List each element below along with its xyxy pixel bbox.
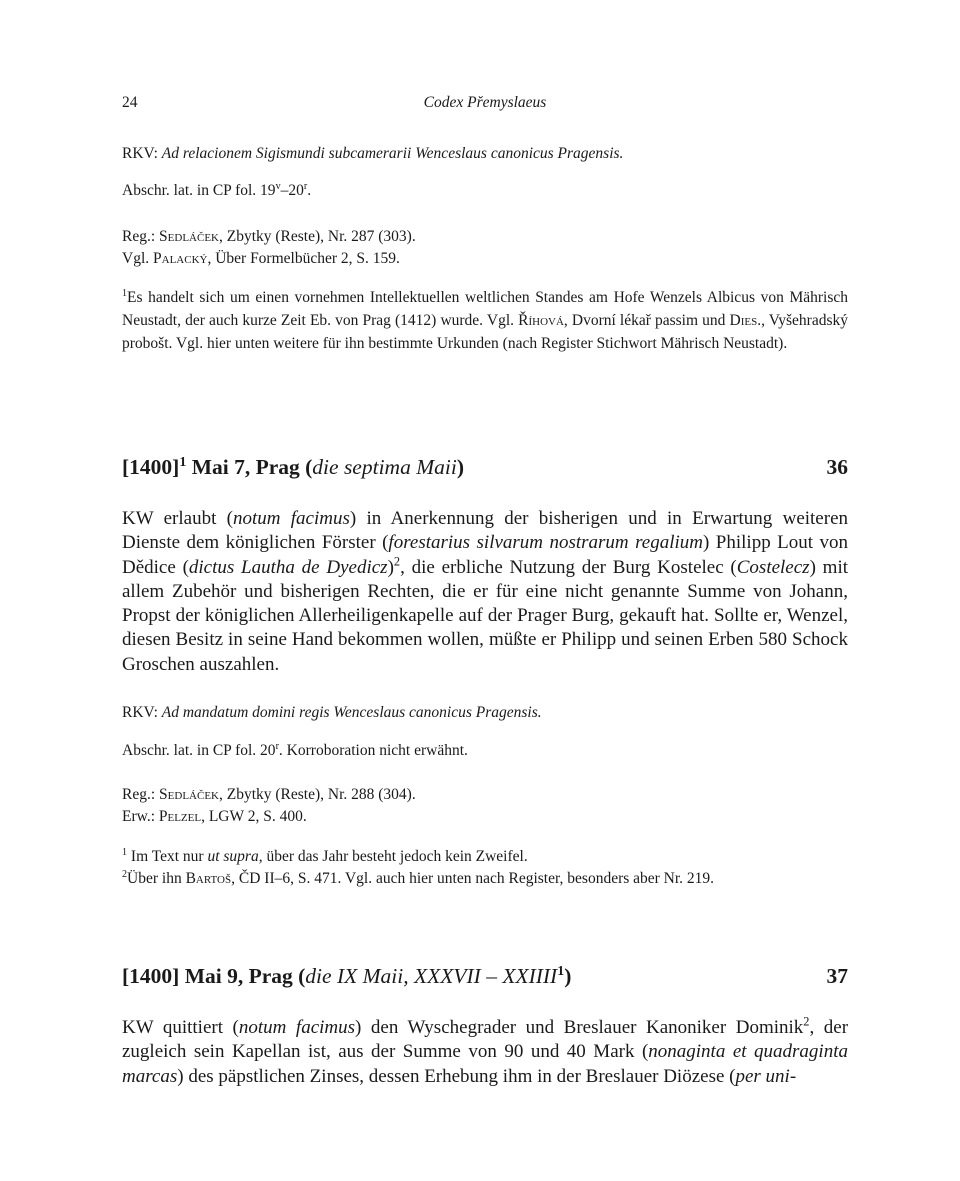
document-37-number: 37 xyxy=(826,964,848,988)
rkv-note-36 xyxy=(122,702,848,724)
doc36-body-1: KW erlaubt ( xyxy=(122,508,233,529)
footnote-prev xyxy=(122,286,848,355)
doc37-title-a: [1400] Mai 9, Prag ( xyxy=(122,964,306,988)
document-36-number: 36 xyxy=(826,455,848,479)
prev-fn-author2: Dies. xyxy=(729,312,762,329)
doc36-body-4: ) xyxy=(387,556,394,578)
doc36-fn2-a: Über ihn xyxy=(127,870,186,887)
document-37-date xyxy=(122,964,571,988)
doc36-body-2: ) in Anerkennung der bisherigen und in Erwartung weiteren Dienste dem königlichen Förster ( xyxy=(122,508,848,554)
doc37-body-4: ) des päpstlichen Zinses, dessen Erhebung ihm in der Breslauer Diözese ( xyxy=(177,1065,736,1087)
doc36-body-it2: forestarius silvarum nostrarum regalium xyxy=(388,532,704,554)
doc37-body-sup: 2 xyxy=(803,1014,810,1029)
doc36-reg-b: , Zbytky (Reste), Nr. 288 (304). xyxy=(218,786,416,803)
abschr-note-prev xyxy=(122,180,848,202)
doc37-body-3: , der zugleich sein Kapellan ist, aus der Summe von 90 und 40 Mark ( xyxy=(122,1017,849,1063)
prev-abschr-sup1: v xyxy=(275,180,281,192)
prev-vgl-b: , Über Formelbücher 2, S. 159. xyxy=(207,250,400,267)
doc36-title-sup: 1 xyxy=(179,454,187,470)
reg-line xyxy=(122,784,848,806)
doc36-body-it4: Costelecz xyxy=(736,556,810,578)
footnote-1 xyxy=(122,846,848,868)
doc36-abschr-sup: r xyxy=(275,740,279,752)
doc36-fn1-a: Im Text nur xyxy=(127,848,208,865)
doc36-body-6: ) mit allem Zubehör und bisherigen Rechten, die er für eine nicht genannte Summe von Johann, Propst der königlichen Allerheiligenkapelle auf der Prager Burg, gekauft hat. Sollte er, Wenzel, diesen Besitz in seine Hand bekommen wollen, müßte er Philipp und seinen Erben 580 Schock Groschen auszahlen. xyxy=(122,556,849,675)
doc36-body-it3: dictus Lautha de Dyedicz xyxy=(188,556,388,578)
doc37-body-it3: per uni- xyxy=(735,1065,797,1087)
document-37-regest xyxy=(122,1016,848,1089)
doc36-body-it1: notum facimus xyxy=(232,508,350,529)
rkv-note-prev xyxy=(122,143,848,165)
doc36-abschr-b: . Korroboration nicht erwähnt. xyxy=(278,742,468,759)
doc36-reg-a: Reg.: xyxy=(122,786,160,803)
doc37-body-2: ) den Wyschegrader und Breslauer Kanoniker Dominik xyxy=(355,1017,804,1038)
doc36-rkv-prefix: RKV: xyxy=(122,704,162,721)
doc36-fn2-b: , ČD II–6, S. 471. Vgl. auch hier unten nach Register, besonders aber Nr. 219. xyxy=(231,870,715,887)
prev-fn-c: , Vyšehradský probošt. Vgl. hier unten weitere für ihn bestimmte Urkunden (nach Register Stichwort Mährisch Neustadt). xyxy=(122,312,849,352)
prev-reg-b: , Zbytky (Reste), Nr. 287 (303). xyxy=(218,228,416,245)
page-number: 24 xyxy=(122,94,138,111)
page-header xyxy=(122,94,848,118)
document-36-regest xyxy=(122,507,848,677)
doc37-body-it1: notum facimus xyxy=(238,1017,356,1038)
doc37-title-b: ) xyxy=(564,964,572,988)
prev-abschr-sup2: r xyxy=(303,180,308,192)
doc36-body-3: ) Philipp Lout von Dědice ( xyxy=(122,532,848,578)
prev-abschr-c: . xyxy=(307,182,312,199)
doc36-title-it: die septima Maii xyxy=(312,455,457,479)
doc36-fn2-author: Bartoš xyxy=(185,870,232,887)
doc36-erw-author: Pelzel xyxy=(158,808,202,825)
prev-reg-author: Sedláček xyxy=(159,228,219,245)
prev-fn-author1: Říhová xyxy=(518,312,564,329)
prev-rkv-text: Ad relacionem Sigismundi subcamerarii Wenceslaus canonicus Pragensis. xyxy=(161,145,624,162)
erw-line xyxy=(122,806,848,828)
doc37-title-sup: 1 xyxy=(557,963,565,979)
vgl-line xyxy=(122,248,848,270)
regest-references-prev xyxy=(122,226,848,270)
footnote-2 xyxy=(122,868,848,890)
doc36-erw-a: Erw.: xyxy=(122,808,159,825)
doc36-body-5: , die erbliche Nutzung der Burg Kostelec ( xyxy=(400,556,737,578)
doc37-body-it2: nonaginta et quadraginta marcas xyxy=(122,1041,848,1087)
prev-reg-a: Reg.: xyxy=(122,228,160,245)
doc37-body-1: KW quittiert ( xyxy=(122,1017,239,1038)
doc36-reg-author: Sedláček xyxy=(159,786,219,803)
doc36-fn1-it: ut supra xyxy=(207,848,259,865)
abschr-note-36 xyxy=(122,740,848,762)
doc36-title-a: [1400] xyxy=(122,455,180,479)
document-36-heading xyxy=(122,455,848,485)
doc36-rkv-text: Ad mandatum domini regis Wenceslaus canonicus Pragensis. xyxy=(161,704,542,721)
prev-vgl-author: Palacký xyxy=(153,250,208,267)
prev-abschr-b: –20 xyxy=(280,182,304,199)
doc36-body-sup: 2 xyxy=(393,554,401,569)
footnotes-36 xyxy=(122,846,848,890)
doc36-fn1-b: , über das Jahr besteht jedoch kein Zweifel. xyxy=(258,848,528,865)
prev-fn-b: , Dvorní lékař passim und xyxy=(563,312,730,329)
footnote-mark: 1 xyxy=(122,287,128,299)
doc36-title-b: Mai 7, Prag ( xyxy=(186,455,313,479)
document-36-date xyxy=(122,455,464,479)
doc36-abschr-a: Abschr. lat. in CP fol. 20 xyxy=(122,742,276,759)
running-title: Codex Přemyslaeus xyxy=(423,94,547,111)
doc37-title-it: die IX Maii, XXXVII – XXIIII xyxy=(305,964,558,988)
reg-line xyxy=(122,226,848,248)
doc36-fn1-mark: 1 xyxy=(122,846,128,858)
prev-abschr-a: Abschr. lat. in CP fol. 19 xyxy=(122,182,276,199)
doc36-fn2-mark: 2 xyxy=(122,868,128,880)
doc36-title-c: ) xyxy=(456,455,464,479)
regest-references-36 xyxy=(122,784,848,828)
prev-vgl-a: Vgl. xyxy=(122,250,153,267)
prev-rkv-prefix: RKV: xyxy=(122,145,162,162)
document-37-heading xyxy=(122,964,848,994)
prev-fn-a: Es handelt sich um einen vornehmen Intellektuellen weltlichen Standes am Hofe Wenzels Albicus von Mährisch Neustadt, der auch kurze Zeit Eb. von Prag (1412) wurde. Vgl. xyxy=(122,289,848,329)
doc36-erw-b: , LGW 2, S. 400. xyxy=(201,808,307,825)
